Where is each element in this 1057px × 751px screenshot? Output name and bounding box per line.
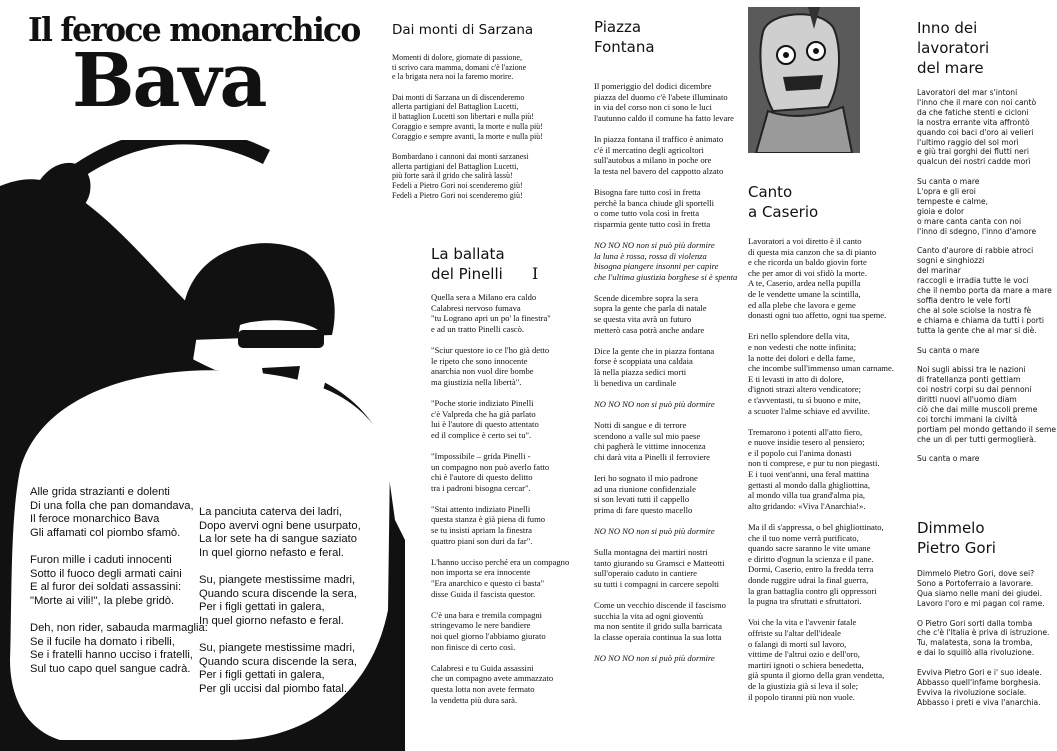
title-line-1: Il feroce monarchico (28, 10, 360, 49)
stanza (431, 663, 569, 705)
verse-line: e diritto d'ognun la scienza e il pane. (748, 553, 874, 564)
verse-line: offriste su l'altar dell'ideale (748, 627, 841, 638)
verse-line: Fedeli a Pietro Gori noi scenderemo giù! (392, 190, 523, 200)
verse-line: il popolo tiranni più non vuole. (748, 691, 855, 702)
verse-line: che al sole sciolse la nostra fè (917, 305, 1032, 315)
verse-line: Calabresi nervoso fumava (431, 302, 521, 313)
verse-line: In quel giorno nefasto e feral. (199, 546, 344, 559)
verse-line: e che ricorda un baldo giovin forte (748, 257, 867, 268)
verse-line: tutta la gente che al mar si diè. (917, 325, 1037, 335)
verse-line: e non vedesti che notte infinita; (748, 341, 857, 352)
fontana-text (594, 81, 737, 674)
verse-line: un compagno non può averlo fatto (431, 461, 550, 472)
stanza (748, 617, 894, 702)
gori-title-line-2: Pietro Gori (917, 539, 996, 557)
verse-line: tanto giurando su Gramsci e Matteotti (594, 557, 725, 568)
verse-line: "Poche storie indiziato Pinelli (431, 397, 534, 408)
verse-line: Ieri ho sognato il mio padrone (594, 472, 698, 483)
verse-line: Dormi, Caserio, entro la fredda terra (748, 564, 874, 575)
verse-line: che il nembo porta da mare a mare (917, 286, 1052, 296)
verse-line: L'hanno ucciso perché era un compagno (431, 556, 570, 567)
caserio-title (748, 182, 818, 222)
verse-line: ad una riunione confidenziale (594, 483, 696, 494)
verse-line: e giù trai gorghi dei flutti neri (917, 147, 1029, 157)
verse-line: "Sciur questore io ce l'ho già detto (431, 344, 550, 355)
stanza (748, 522, 894, 607)
verse-line: non importa se era innocente (431, 567, 531, 578)
verse-line: Noi sugli abissi tra le nazioni (917, 365, 1026, 375)
verse-line: scendono a valle sul mio paese (594, 430, 701, 441)
stanza (594, 187, 737, 229)
stanza (594, 473, 737, 515)
verse-line: In quel giorno nefasto e feral. (199, 614, 344, 627)
bava-poem-col-1 (30, 486, 208, 690)
fontana-title-line-2: Fontana (594, 38, 655, 56)
verse-line: donasti ogni tuo affetto, ogni tua speme. (748, 310, 887, 321)
stanza (431, 610, 569, 652)
verse-line: Di una folla che pan domandava, (30, 499, 194, 512)
verse-line: chi è l'autore di questo delitto (431, 472, 533, 483)
verse-line: Se i fratelli hanno ucciso i fratelli, (30, 649, 193, 662)
verse-line: noi quel giorno l'abbiamo giurato (431, 631, 546, 641)
pinelli-mark: I (532, 264, 539, 283)
stanza (392, 93, 543, 142)
verse-line: di questa mia canzon che sa di pianto (748, 246, 877, 257)
stanza (917, 569, 1049, 609)
verse-line: O Pietro Gori sorti dalla tomba (917, 618, 1033, 628)
verse-line: che un dì per tutti germoglierà. (917, 434, 1037, 444)
verse-line: che per amor di voi sfidò la morte. (748, 267, 867, 278)
verse-line: Calabresi e tu Guida assassini (431, 662, 534, 673)
verse-line: più forte sarà il grido che salirà lassù! (392, 171, 513, 181)
verse-line: bisogna piangere insonni per capire (594, 261, 719, 272)
stanza (199, 642, 361, 696)
caserio-text (748, 236, 894, 713)
verse-line: sopra la gente che parla di natale (594, 303, 707, 314)
stanza (917, 668, 1049, 708)
verse-line: NO NO NO non si può più dormire (594, 653, 715, 664)
verse-line: li benediva un cardinale (594, 377, 677, 388)
stanza (594, 81, 737, 123)
verse-line: quando coi baci d'oro ai velieri (917, 127, 1034, 137)
verse-line: Se il fucile ha domato i ribelli, (30, 635, 175, 648)
verse-line: L'opra e gli eroi (917, 187, 976, 197)
verse-line: l'autunno caldo il comune ha fatto levare (594, 112, 734, 123)
pinelli-text (431, 292, 569, 716)
verse-line: non ti comprese, e pur tu non piegasti. (748, 458, 880, 469)
verse-line: A te, Caserio, ardea nella pupilla (748, 278, 861, 289)
verse-line: in via del corso non ci sono le luci (594, 102, 712, 113)
verse-line: e il popolo cui l'anima donasti (748, 447, 852, 458)
verse-line: e nuove insidie tesero al pensiero; (748, 437, 865, 448)
verse-line: Canto d'aurore di rabbie atroci (917, 246, 1034, 256)
verse-line: che c'è l'Italia è priva di istruzione. (917, 628, 1050, 638)
verse-line: raccogli e irradia tutte le voci (917, 276, 1029, 286)
inno-title-line-1: Inno dei (917, 19, 978, 37)
verse-line: perchè la banca chiude gli sportelli (594, 197, 715, 208)
stanza (748, 331, 894, 416)
verse-line: risparmia gente tutto così in fretta (594, 218, 711, 229)
sarzana-text (392, 53, 543, 211)
verse-line: E i tuoi vent'anni, una feral mattina (748, 469, 870, 480)
verse-line: Evviva la rivoluzione sociale. (917, 687, 1027, 697)
verse-line: "Era anarchico e questo ci basta" (431, 578, 545, 589)
title-line-2: Bava (72, 38, 266, 124)
verse-line: l'inno di sdegno, l'inno d'amore (917, 226, 1037, 236)
stanza (431, 345, 569, 387)
verse-line: "Impossibile – grida Pinelli - (431, 450, 531, 461)
verse-line: Fedeli a Pietro Gori noi scenderemo giù! (392, 180, 523, 190)
verse-line: questa lotta non avete fermato (431, 683, 535, 694)
stanza (594, 653, 737, 664)
verse-line: e ad un tratto Pinelli cascò. (431, 323, 525, 334)
verse-line: e dai lo squillò alla rivoluzione. (917, 648, 1035, 658)
verse-line: Evviva Pietro Gori e i' suo ideale. (917, 668, 1042, 678)
stanza (917, 619, 1049, 659)
pinelli-title-line-1: La ballata (431, 245, 505, 263)
verse-line: Notti di sangue e di terrore (594, 420, 687, 430)
verse-line: e chiama e chiama da tutti i porti (917, 315, 1044, 325)
stanza (594, 526, 737, 537)
verse-line: Sulla montagna dei martiri nostri (594, 547, 708, 558)
verse-line: E al furor dei soldati assassini: (30, 581, 182, 594)
stanza (199, 574, 361, 628)
verse-line: La panciuta caterva dei ladri, (199, 506, 343, 518)
verse-line: da che fatiche stenti e cicloni (917, 107, 1029, 117)
verse-line: Abbasso i preti e viva l'anarchia. (917, 697, 1041, 707)
verse-line: tra i padroni bisogna cercar". (431, 482, 531, 493)
goggles-shape (238, 330, 324, 348)
verse-line: portiam pel mondo gettando il seme (917, 424, 1057, 434)
verse-line: "Stai attento indiziato Pinelli (431, 503, 531, 514)
verse-line: Dopo avervi ogni bene usurpato, (199, 519, 361, 532)
inno-title-line-3: del mare (917, 59, 984, 77)
verse-line: là nella piazza sedici morti (594, 367, 687, 378)
verse-line: questa stanza è già piena di fumo (431, 514, 546, 525)
verse-line: Sotto il fuoco degli armati caini (30, 567, 182, 580)
verse-line: c'è Valpreda che ha già parlato (431, 408, 536, 419)
stanza (30, 622, 208, 676)
stanza (917, 246, 1056, 335)
verse-line: la vendetta più dura sarà. (431, 694, 518, 705)
verse-line: si son levati tutti il cappello (594, 494, 690, 505)
verse-line: allerta partigiani del Battaglion Lucetti, (392, 161, 519, 171)
verse-line: NO NO NO non si può più dormire (594, 525, 715, 536)
stanza (917, 346, 1056, 356)
verse-line: Lavoratori a voi diretto è il canto (748, 236, 862, 246)
fontana-title (594, 17, 655, 57)
verse-line: Bombardano i cannoni dai monti sarzanesi (392, 151, 529, 161)
verse-line: al mondo villa tua grand'alma pia, (748, 490, 866, 501)
verse-line: Quando scura discende la sera, (199, 587, 357, 600)
verse-line: allerta partigiani del Battaglion Lucetti, (392, 102, 519, 112)
verse-line: Per i figli gettati in galera, (199, 669, 325, 682)
verse-line: ed il complice è certo sei tu". (431, 429, 532, 440)
caserio-portrait-image (748, 7, 860, 153)
stanza (594, 547, 737, 589)
verse-line: Su, piangete mestissime madri, (199, 641, 356, 654)
stanza (199, 506, 361, 560)
stanza (594, 134, 737, 176)
verse-line: la testa nel bavero del cappotto alzato (594, 165, 724, 176)
verse-line: lui è l'autore di questo attentato (431, 419, 539, 430)
caserio-title-line-1: Canto (748, 183, 793, 201)
verse-line: diritti nuovi all'uomo diam (917, 395, 1017, 405)
verse-line: Tremarono i potenti all'atto fiero, (748, 426, 863, 437)
verse-line: tempeste e calme, (917, 196, 989, 206)
verse-line: su tutti i compagni in carcere sepolti (594, 578, 720, 589)
stanza (594, 293, 737, 335)
verse-line: Tu, malatesta, sona la tromba, (917, 638, 1033, 648)
verse-line: Dimmelo Pietro Gori, dove sei? (917, 569, 1035, 578)
verse-line: del marinar (917, 266, 961, 276)
verse-line: La lor sete ha di sangue saziato (199, 533, 357, 546)
verse-line: Su canta o mare (917, 345, 980, 355)
verse-line: chi darà vita a Pinelli il ferroviere (594, 451, 710, 462)
verse-line: Abbasso quell'infame borghesia. (917, 677, 1041, 687)
verse-line: che incombe sull'immenso uman carname. (748, 363, 894, 374)
verse-line: Qua siamo nelle mani dei giudei. (917, 588, 1042, 598)
verse-line: quando sacre saranno le vite umane (748, 543, 871, 554)
verse-line: "tu Lograno apri un po' la finestra" (431, 313, 551, 324)
gori-title-line-1: Dimmelo (917, 519, 985, 537)
verse-line: In piazza fontana il traffico è animato (594, 133, 724, 144)
verse-line: Deh, non rider, sabauda marmaglia: (30, 621, 208, 634)
verse-line: ma giustizia nella libertà". (431, 376, 522, 387)
verse-line: qualcun dei nostri cadde morì (917, 157, 1031, 167)
stanza (594, 399, 737, 410)
verse-line: sogni e singhiozzi (917, 256, 985, 266)
verse-line: la nostra errante vita affrontò (917, 117, 1030, 127)
stanza (594, 600, 737, 642)
verse-line: Dice la gente che in piazza fontana (594, 345, 715, 356)
verse-line: a scuoter l'alme schiave ed avvilite. (748, 405, 870, 416)
gori-text (917, 569, 1049, 718)
verse-line: NO NO NO non si può più dormire (594, 398, 715, 409)
verse-line: l'inno che il mare con noi cantò (917, 97, 1037, 107)
verse-line: Coraggio e sempre avanti, la morte e nulla più! (392, 131, 543, 141)
verse-line: Il feroce monarchico Bava (30, 513, 160, 526)
verse-line: Per i figli gettati in galera, (199, 601, 325, 614)
verse-line: Per gli uccisi dal piombo fatal. (199, 682, 347, 695)
verse-line: prima di fare questo macello (594, 504, 693, 515)
verse-line: che l'ultima giustizia borghese si è spenta (594, 271, 738, 282)
verse-line: ma non sentite il grido sulla barricata (594, 621, 722, 632)
verse-line: Sul tuo capo quel sangue cadrà. (30, 662, 191, 675)
verse-line: non finisce di certo così. (431, 641, 516, 652)
verse-line: Quella sera a Milano era caldo (431, 292, 537, 302)
verse-line: C'è una bara e tremila compagni (431, 609, 543, 620)
bava-poem-col-2 (199, 506, 361, 710)
stanza (431, 557, 569, 599)
verse-line: anarchia non vuol dire bombe (431, 366, 534, 377)
verse-line: Bisogna fare tutto così in fretta (594, 186, 701, 197)
verse-line: Scende dicembre sopra la sera (594, 292, 699, 303)
verse-line: disse Guida il fascista questor. (431, 588, 536, 599)
stanza (431, 398, 569, 440)
verse-line: le ripeto che sono innocente (431, 355, 528, 366)
verse-line: d'ignoti strazi altero vendicatore; (748, 384, 861, 395)
verse-line: ti scrivo cara mamma, domani c'è l'azione (392, 62, 527, 72)
inno-text (917, 88, 1056, 474)
stanza (917, 88, 1056, 167)
pinelli-title (431, 244, 505, 284)
verse-line: e la brigata nera noi la faremo morire. (392, 72, 514, 82)
verse-line: de le vendette umane la scintilla, (748, 288, 861, 299)
verse-line: Ma il dì s'appressa, o bel ghigliottinato, (748, 522, 884, 533)
verse-line: Momenti di dolore, giornate di passione, (392, 53, 522, 62)
inno-title (917, 18, 989, 78)
fontana-title-line-1: Piazza (594, 18, 642, 36)
verse-line: che un compagno avete ammazzato (431, 673, 554, 684)
verse-line: che il tuo nome verrà purificato, (748, 532, 859, 543)
verse-line: martiri ignoti o schiera benedetta, (748, 659, 864, 670)
verse-line: de la giustizia già si leva il sole; (748, 680, 859, 691)
verse-line: Dai monti di Sarzana un dì discenderemo (392, 92, 525, 102)
stanza (917, 365, 1056, 444)
verse-line: Il pomeriggio del dodici dicembre (594, 81, 712, 91)
verse-line: già spunta il giorno della gran vendetta, (748, 670, 885, 681)
verse-line: chi pagherà le vittime innocenza (594, 441, 706, 452)
gori-title (917, 518, 996, 558)
verse-line: Voi che la vita e l'avvenir fatale (748, 617, 857, 628)
verse-line: Su canta o mare (917, 177, 980, 187)
verse-line: piazza del duomo c'è l'abete illuminato (594, 91, 728, 102)
verse-line: se questa vita avrà un futuro (594, 314, 692, 325)
stanza (748, 236, 894, 321)
verse-line: stringevamo le nere bandiere (431, 620, 531, 631)
verse-line: la luna è rossa, rossa di violenza (594, 250, 707, 261)
verse-line: gettasti al mondo dalla ghigliottina, (748, 479, 870, 490)
stanza (917, 177, 1056, 236)
stanza (392, 152, 543, 201)
verse-line: Coraggio e sempre avanti, la morte e nulla più! (392, 121, 543, 131)
inno-title-line-2: lavoratori (917, 39, 990, 57)
stanza (431, 451, 569, 493)
verse-line: donde ruggire udrai la final guerra, (748, 575, 869, 585)
sarzana-title: Dai monti di Sarzana (392, 22, 534, 38)
verse-line: sull'operaio caduto in cantiere (594, 568, 697, 579)
verse-line: di fratellanza ponti gettiam (917, 375, 1021, 385)
verse-line: Su, piangete mestissime madri, (199, 573, 356, 586)
verse-line: vittime de l'altrui ozio e dell'oro, (748, 649, 860, 660)
verse-line: se tu insisti apriam la finestra (431, 525, 532, 536)
verse-line: Furon mille i caduti innocenti (30, 553, 172, 566)
verse-line: metterò casa potrà anche andare (594, 324, 705, 335)
verse-line: forse è scoppiata una caldaia (594, 356, 693, 367)
verse-line: soffia dentro le vele forti (917, 296, 1011, 305)
verse-line: c'è il mercatino degli agricoltori (594, 144, 704, 155)
verse-line: E ti levasti in atto di dolore, (748, 373, 844, 384)
stanza (917, 454, 1056, 464)
verse-line: e t'avventasti, tu sì buono e mite, (748, 394, 861, 405)
verse-line: Lavoro l'oro e mi pagan col rame. (917, 598, 1045, 608)
verse-line: Sono a Portoferraio a lavorare. (917, 578, 1034, 588)
verse-line: NO NO NO non si può più dormire (594, 239, 715, 250)
stanza (748, 427, 894, 512)
verse-line: la classe operaia continua la sua lotta (594, 631, 722, 642)
verse-line: o come tutto vola così in fretta (594, 208, 700, 219)
verse-line: succhia la vita ad ogni gioventù (594, 610, 704, 621)
verse-line: Quando scura discende la sera, (199, 655, 357, 668)
verse-line: coi nostri corpi su dai pennoni (917, 385, 1032, 395)
stanza (431, 292, 569, 334)
verse-line: Alle grida strazianti e dolenti (30, 486, 170, 498)
verse-line: Lavoratori del mar s'intoni (917, 88, 1018, 97)
caserio-title-line-2: a Caserio (748, 203, 819, 221)
verse-line: "Morte ai vili!", la plebe gridò. (30, 594, 175, 607)
verse-line: sull'autobus a milano in poche ore (594, 155, 712, 166)
pinelli-title-line-2: del Pinelli (431, 265, 503, 283)
verse-line: Su canta o mare (917, 454, 980, 464)
verse-line: l'ultimo raggio del sol morì (917, 137, 1019, 147)
verse-line: Eri nello splendore della vita, (748, 331, 850, 342)
verse-line: Come un vecchio discende il fascismo (594, 600, 726, 611)
stanza (594, 346, 737, 388)
verse-line: coi torchi immani la civiltà (917, 414, 1018, 424)
verse-line: la pugna tra sfruttati e sfruttatori. (748, 596, 862, 607)
stanza (594, 420, 737, 462)
verse-line: la notte dei dolori e della fame, (748, 352, 856, 363)
stanza (431, 504, 569, 546)
verse-line: la gran battaglia contro gli oppressori (748, 585, 877, 596)
verse-line: ciò che dai mille muscoli preme (917, 404, 1038, 414)
verse-line: ed alla plebe che lavora e geme (748, 299, 856, 310)
verse-line: o falangi di morti sul lavoro, (748, 638, 847, 649)
verse-line: Gli affamati col piombo sfamò. (30, 526, 181, 539)
stanza (392, 53, 543, 82)
verse-line: il battaglion Lucetti son libertari e nulla più! (392, 112, 534, 122)
verse-line: alto gridando: «Viva l'Anarchia!». (748, 500, 866, 511)
verse-line: o mare canta canta con noi (917, 216, 1022, 226)
verse-line: gioia e dolor (917, 206, 965, 216)
stanza (30, 486, 208, 540)
stanza (30, 554, 208, 608)
verse-line: quattro piani son duri da far". (431, 535, 533, 546)
stanza (594, 240, 737, 282)
